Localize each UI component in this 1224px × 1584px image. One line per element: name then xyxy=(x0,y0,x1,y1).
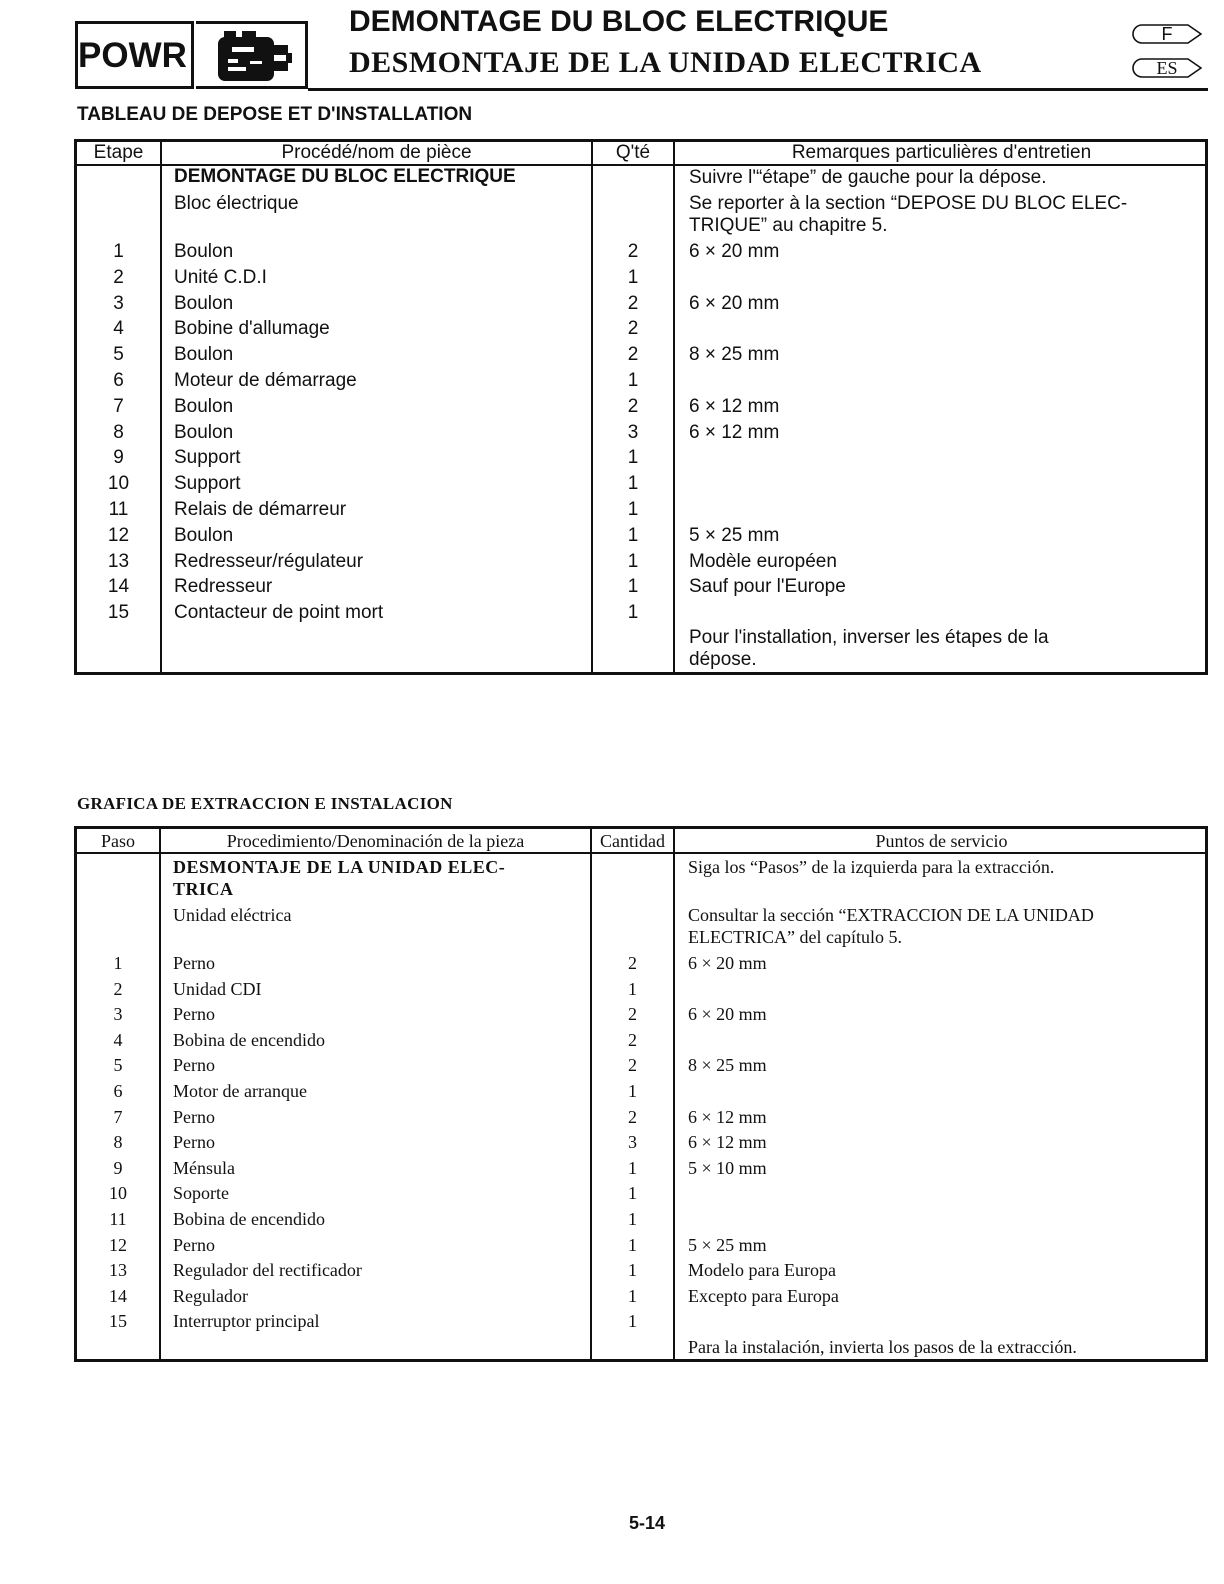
service-remark: 8 × 25 mm xyxy=(688,1055,767,1076)
step-number: 7 xyxy=(113,1106,123,1127)
step-number: 3 xyxy=(113,1004,123,1025)
part-name: Boulon xyxy=(174,241,234,262)
part-name: Bobine d'allumage xyxy=(174,318,330,340)
removal-table-es xyxy=(74,826,1208,1362)
service-remark: 5 × 25 mm xyxy=(689,524,780,546)
header-rule xyxy=(308,88,1208,91)
step-number: 1 xyxy=(113,241,124,262)
step-number: 5 xyxy=(113,344,124,366)
step-number: 11 xyxy=(108,499,129,520)
intro-row-name: Unidad eléctrica xyxy=(173,905,292,925)
part-quantity: 1 xyxy=(627,576,639,598)
part-name: Redresseur xyxy=(174,576,273,598)
step-number: 4 xyxy=(113,1029,123,1050)
install-note: dépose. xyxy=(689,649,757,670)
service-remark: 6 × 12 mm xyxy=(689,395,780,417)
removal-table-fr xyxy=(74,139,1208,675)
part-name: Bobina de encendido xyxy=(173,1029,325,1050)
electrical-unit-icon xyxy=(214,31,294,85)
step-number: 12 xyxy=(107,524,130,546)
header-divider xyxy=(77,852,1205,854)
part-quantity: 2 xyxy=(627,241,639,262)
column-header: Etape xyxy=(93,142,144,163)
column-header: Remarques particulières d'entretien xyxy=(791,142,1092,163)
part-name: Interruptor principal xyxy=(173,1311,320,1332)
column-divider xyxy=(673,142,675,672)
service-remark: 6 × 12 mm xyxy=(688,1106,767,1127)
service-remark: Modelo para Europa xyxy=(688,1260,836,1281)
part-quantity: 2 xyxy=(627,292,639,314)
column-header: Cantidad xyxy=(600,831,665,851)
column-divider xyxy=(159,829,161,1359)
part-quantity: 1 xyxy=(628,1311,637,1332)
part-name: Boulon xyxy=(174,421,234,443)
part-quantity: 2 xyxy=(627,318,639,340)
step-number: 9 xyxy=(113,1157,123,1178)
intro-row-remark: TRIQUE” au chapitre 5. xyxy=(689,215,888,236)
step-number: 4 xyxy=(113,318,124,340)
section-logo-text: POWR xyxy=(78,36,187,75)
part-name: Contacteur de point mort xyxy=(174,602,384,624)
part-name: Perno xyxy=(173,1234,215,1255)
part-quantity: 1 xyxy=(628,1157,637,1178)
step-number: 9 xyxy=(113,447,124,469)
step-number: 5 xyxy=(113,1055,123,1076)
step-number: 15 xyxy=(109,1311,127,1332)
part-quantity: 2 xyxy=(627,395,639,417)
part-name: Support xyxy=(174,473,241,495)
part-quantity: 2 xyxy=(628,1055,637,1076)
step-number: 15 xyxy=(107,602,130,624)
part-name: Perno xyxy=(173,1055,215,1076)
title-row-name: DESMONTAJE DE LA UNIDAD ELEC- xyxy=(173,857,506,877)
step-number: 7 xyxy=(113,395,124,417)
service-remark: 6 × 20 mm xyxy=(689,292,780,314)
part-name: Unidad CDI xyxy=(173,978,262,999)
part-quantity: 1 xyxy=(627,447,639,469)
column-header: Q'té xyxy=(615,142,651,163)
part-quantity: 1 xyxy=(628,1081,637,1101)
service-remark: 5 × 10 mm xyxy=(688,1157,767,1178)
section-title-fr: TABLEAU DE DEPOSE ET D'INSTALLATION xyxy=(77,104,473,125)
part-quantity: 1 xyxy=(628,1209,637,1229)
lang-badge-fr xyxy=(1132,24,1202,44)
title-row-name: DEMONTAGE DU BLOC ELECTRIQUE xyxy=(174,166,516,187)
part-name: Moteur de démarrage xyxy=(174,370,357,391)
title-row-remark: Siga los “Pasos” de la izquierda para la extracción. xyxy=(688,857,1055,877)
title-row-remark: Suivre l'“étape” de gauche pour la dépose. xyxy=(689,167,1047,188)
part-name: Relais de démarreur xyxy=(174,499,347,520)
column-divider xyxy=(673,829,675,1359)
intro-row-name: Bloc électrique xyxy=(174,193,299,214)
part-name: Perno xyxy=(173,1132,215,1153)
step-number: 6 xyxy=(113,1081,123,1101)
service-remark: Sauf pour l'Europe xyxy=(689,576,846,598)
part-name: Unité C.D.I xyxy=(174,266,267,288)
step-number: 3 xyxy=(113,292,124,314)
part-quantity: 2 xyxy=(627,344,639,366)
part-name: Perno xyxy=(173,1106,215,1127)
part-quantity: 1 xyxy=(627,524,639,546)
service-remark: 6 × 12 mm xyxy=(688,1132,767,1153)
intro-row-remark: Se reporter à la section “DEPOSE DU BLOC ELEC- xyxy=(689,193,1128,214)
step-number: 6 xyxy=(113,370,124,391)
part-name: Boulon xyxy=(174,524,234,546)
section-title-es: GRAFICA DE EXTRACCION E INSTALACION xyxy=(77,794,453,813)
step-number: 11 xyxy=(109,1209,127,1229)
part-quantity: 3 xyxy=(628,1132,637,1153)
column-header: Puntos de servicio xyxy=(875,831,1008,851)
install-note: Para la instalación, invierta los pasos de la extracción. xyxy=(688,1337,1077,1357)
part-quantity: 3 xyxy=(627,421,639,443)
column-header: Procédé/nom de pièce xyxy=(281,142,472,163)
part-name: Motor de arranque xyxy=(173,1081,307,1101)
part-name: Boulon xyxy=(174,344,234,366)
part-quantity: 1 xyxy=(628,1183,637,1204)
part-quantity: 1 xyxy=(627,602,639,624)
part-quantity: 1 xyxy=(627,499,639,520)
column-header: Procedimiento/Denominación de la pieza xyxy=(226,831,525,851)
part-quantity: 1 xyxy=(627,370,639,391)
install-note: Pour l'installation, inverser les étapes de la xyxy=(689,627,1049,648)
service-remark: 6 × 12 mm xyxy=(689,421,780,443)
step-number: 12 xyxy=(109,1234,127,1255)
service-remark: 6 × 20 mm xyxy=(689,241,780,262)
part-name: Perno xyxy=(173,953,215,973)
part-quantity: 1 xyxy=(628,978,637,999)
step-number: 13 xyxy=(107,550,130,572)
part-name: Perno xyxy=(173,1004,215,1025)
service-remark: Modèle européen xyxy=(689,550,837,572)
part-quantity: 1 xyxy=(627,550,639,572)
part-quantity: 1 xyxy=(628,1260,637,1281)
step-number: 14 xyxy=(107,576,130,598)
service-remark: Excepto para Europa xyxy=(688,1285,839,1306)
part-quantity: 2 xyxy=(628,1106,637,1127)
part-quantity: 1 xyxy=(627,266,639,288)
step-number: 8 xyxy=(113,1132,123,1153)
part-quantity: 2 xyxy=(628,953,637,973)
part-quantity: 2 xyxy=(628,1004,637,1025)
column-header: Paso xyxy=(100,831,135,851)
step-number: 8 xyxy=(113,421,124,443)
service-remark: 8 × 25 mm xyxy=(689,344,780,366)
page-title-fr: DEMONTAGE DU BLOC ELECTRIQUE xyxy=(349,5,889,38)
part-quantity: 1 xyxy=(627,473,639,495)
step-number: 10 xyxy=(107,473,130,495)
step-number: 2 xyxy=(113,266,124,288)
part-name: Bobina de encendido xyxy=(173,1209,325,1229)
part-name: Ménsula xyxy=(173,1157,235,1178)
part-name: Regulador xyxy=(173,1285,248,1306)
step-number: 14 xyxy=(109,1285,127,1306)
step-number: 10 xyxy=(109,1183,127,1204)
service-remark: 5 × 25 mm xyxy=(688,1234,767,1255)
step-number: 2 xyxy=(113,978,123,999)
lang-badge-es-label: ES xyxy=(1156,58,1178,78)
part-quantity: 1 xyxy=(628,1234,637,1255)
page-title-es: DESMONTAJE DE LA UNIDAD ELECTRICA xyxy=(349,46,982,79)
lang-badge-fr-label: F xyxy=(1161,24,1173,44)
part-name: Support xyxy=(174,447,241,469)
part-name: Soporte xyxy=(173,1183,229,1204)
part-name: Redresseur/régulateur xyxy=(174,550,364,572)
intro-row-remark: ELECTRICA” del capítulo 5. xyxy=(688,927,902,947)
step-number: 1 xyxy=(113,953,123,973)
lang-badge-es xyxy=(1132,58,1202,78)
page-number: 5-14 xyxy=(628,1513,666,1533)
service-remark: 6 × 20 mm xyxy=(688,1004,767,1025)
part-name: Regulador del rectificador xyxy=(173,1260,362,1281)
column-divider xyxy=(160,142,162,672)
intro-row-remark: Consultar la sección “EXTRACCION DE LA UNIDAD xyxy=(688,905,1094,925)
step-number: 13 xyxy=(109,1260,127,1281)
service-remark: 6 × 20 mm xyxy=(688,953,767,973)
part-quantity: 1 xyxy=(628,1285,637,1306)
part-name: Boulon xyxy=(174,395,234,417)
section-icon-box xyxy=(196,21,308,89)
title-row-name: TRICA xyxy=(173,879,234,899)
part-name: Boulon xyxy=(174,292,234,314)
part-quantity: 2 xyxy=(628,1029,637,1050)
